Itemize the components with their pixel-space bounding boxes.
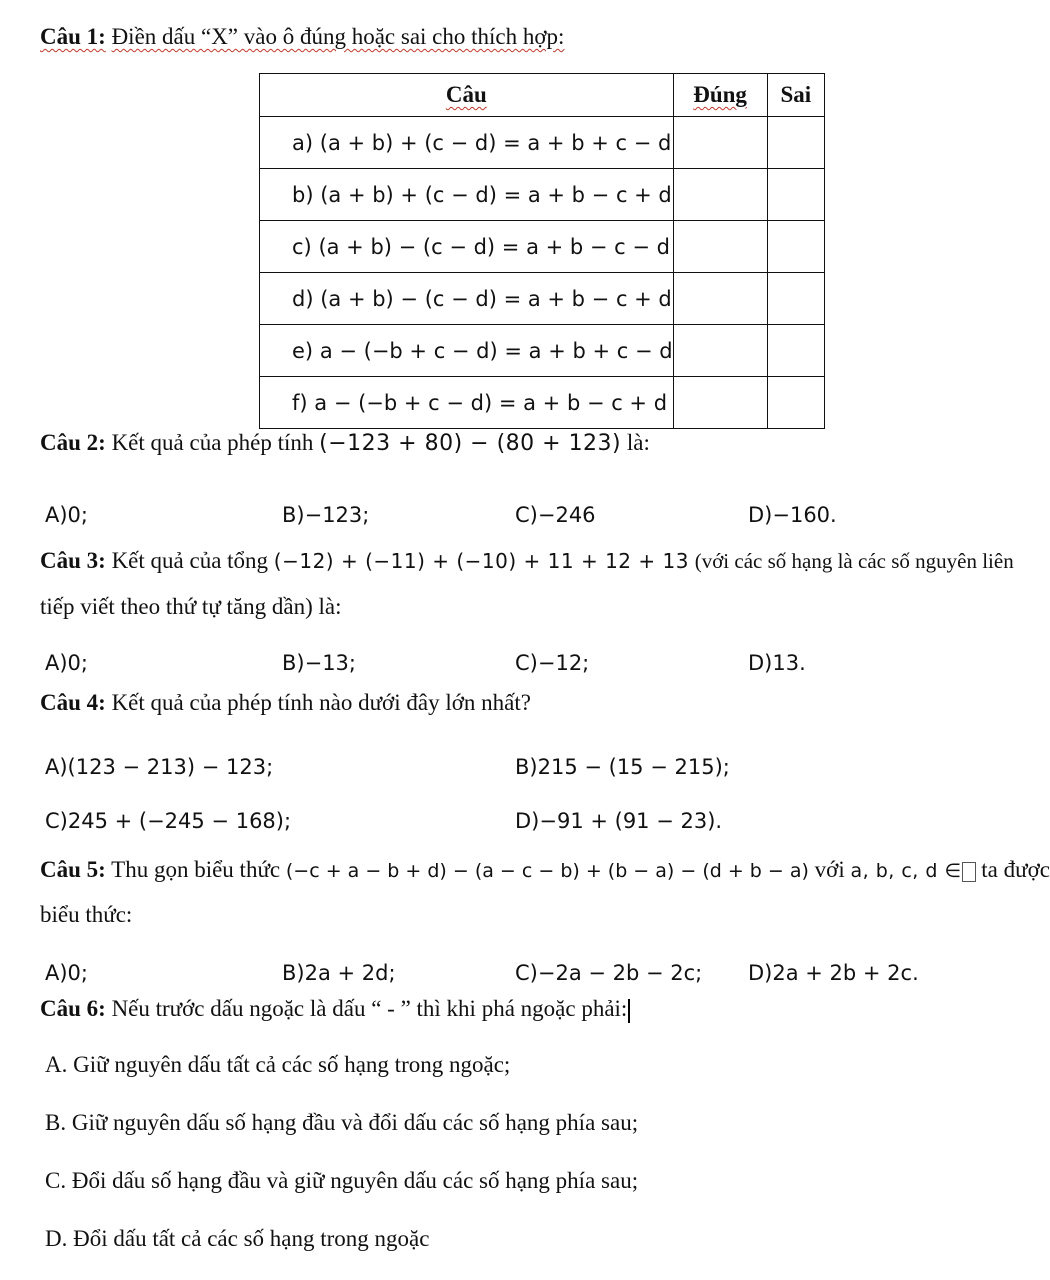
q6-option-b[interactable]: B. Giữ nguyên dấu số hạng đầu và đổi dấu các số hạng phía sau; (45, 1110, 639, 1135)
q4-option-b[interactable]: B)215 − (15 − 215); (515, 755, 730, 779)
q3-option-c[interactable]: C)−12; (515, 651, 590, 675)
question-3-expression: (−12) + (−11) + (−10) + 11 + 12 + 13 (273, 549, 689, 573)
text-cursor-icon (628, 999, 630, 1023)
question-3-tail: (với các số hạng là các số nguyên liên (694, 549, 1014, 573)
question-5-tail1: với (814, 857, 845, 882)
missing-glyph-box-icon (962, 862, 976, 882)
q2-option-b[interactable]: B)−123; (282, 503, 370, 527)
table-row (260, 221, 825, 273)
question-3-line2: tiếp viết theo thứ tự tăng dần) là: (40, 594, 342, 619)
question-4-label: Câu 4: (40, 690, 106, 715)
question-1-prompt (40, 22, 564, 52)
header-cau: Câu (260, 74, 674, 117)
question-6-prompt (40, 994, 630, 1024)
q5-option-d[interactable]: D)2a + 2b + 2c. (748, 961, 919, 985)
answer-cell-sai-f[interactable] (767, 377, 824, 429)
question-4-text: Kết quả của phép tính nào dưới đây lớn nhất? (111, 690, 531, 715)
question-2-tail: là: (626, 430, 650, 455)
statement-f: f) a − (−b + c − d) = a + b − c + d (260, 377, 674, 429)
question-1-label: Câu 1: (40, 24, 106, 49)
answer-cell-sai-e[interactable] (767, 325, 824, 377)
q4-option-d[interactable]: D)−91 + (91 − 23). (515, 809, 723, 833)
q3-option-d[interactable]: D)13. (748, 651, 806, 675)
question-6-text: Nếu trước dấu ngoặc là dấu “ - ” thì khi phá ngoặc phải: (111, 996, 628, 1021)
table-row (260, 377, 825, 429)
q5-option-c[interactable]: C)−2a − 2b − 2c; (515, 961, 703, 985)
question-3-prompt (40, 546, 1014, 576)
statement-b: b) (a + b) + (c − d) = a + b − c + d (260, 169, 674, 221)
statement-e: e) a − (−b + c − d) = a + b + c − d (260, 325, 674, 377)
statement-d: d) (a + b) − (c − d) = a + b − c + d (260, 273, 674, 325)
answer-cell-dung-b[interactable] (673, 169, 767, 221)
question-4-prompt (40, 688, 531, 718)
answer-cell-dung-f[interactable] (673, 377, 767, 429)
q3-option-b[interactable]: B)−13; (282, 651, 356, 675)
question-2-expression: (−123 + 80) − (80 + 123) (319, 431, 622, 456)
table-row (260, 117, 825, 169)
answer-cell-sai-a[interactable] (767, 117, 824, 169)
question-6-label: Câu 6: (40, 996, 106, 1021)
table-header-row (260, 74, 825, 117)
answer-cell-sai-d[interactable] (767, 273, 824, 325)
statement-c: c) (a + b) − (c − d) = a + b − c − d (260, 221, 674, 273)
question-5-expression: (−c + a − b + d) − (a − c − b) + (b − a) − (d + b − a) (285, 860, 809, 882)
answer-cell-sai-c[interactable] (767, 221, 824, 273)
question-2-text: Kết quả của phép tính (111, 430, 314, 455)
question-3-text: Kết quả của tổng (111, 548, 269, 573)
q4-option-c[interactable]: C)245 + (−245 − 168); (45, 809, 292, 833)
table-row (260, 325, 825, 377)
q6-option-a[interactable]: A. Giữ nguyên dấu tất cả các số hạng trong ngoặc; (45, 1052, 511, 1077)
answer-cell-dung-d[interactable] (673, 273, 767, 325)
q2-option-a[interactable]: A)0; (45, 503, 88, 527)
question-5-vars: a, b, c, d ∈ (850, 860, 962, 882)
question-3-label: Câu 3: (40, 548, 106, 573)
question-5-label: Câu 5: (40, 857, 106, 882)
question-5-line2: biểu thức: (40, 902, 133, 927)
true-false-table (259, 73, 825, 429)
question-5-text: Thu gọn biểu thức (111, 857, 281, 882)
q5-option-a[interactable]: A)0; (45, 961, 88, 985)
q2-option-c[interactable]: C)−246 (515, 503, 596, 527)
q2-option-d[interactable]: D)−160. (748, 503, 837, 527)
answer-cell-sai-b[interactable] (767, 169, 824, 221)
answer-cell-dung-e[interactable] (673, 325, 767, 377)
table-row (260, 169, 825, 221)
q3-option-a[interactable]: A)0; (45, 651, 88, 675)
answer-cell-dung-c[interactable] (673, 221, 767, 273)
question-5-tail2: ta được (981, 857, 1050, 882)
question-2-prompt (40, 428, 650, 459)
question-5-prompt (40, 855, 1050, 886)
question-2-label: Câu 2: (40, 430, 106, 455)
header-dung: Đúng (673, 74, 767, 117)
question-1-text: Điền dấu “X” vào ô đúng hoặc sai cho thích hợp: (111, 24, 565, 49)
answer-cell-dung-a[interactable] (673, 117, 767, 169)
statement-a: a) (a + b) + (c − d) = a + b + c − d (260, 117, 674, 169)
header-sai: Sai (767, 74, 824, 117)
q6-option-d[interactable]: D. Đổi dấu tất cả các số hạng trong ngoặc (45, 1226, 430, 1251)
table-row (260, 273, 825, 325)
q4-option-a[interactable]: A)(123 − 213) − 123; (45, 755, 274, 779)
q6-option-c[interactable]: C. Đổi dấu số hạng đầu và giữ nguyên dấu các số hạng phía sau; (45, 1168, 639, 1193)
q5-option-b[interactable]: B)2a + 2d; (282, 961, 396, 985)
